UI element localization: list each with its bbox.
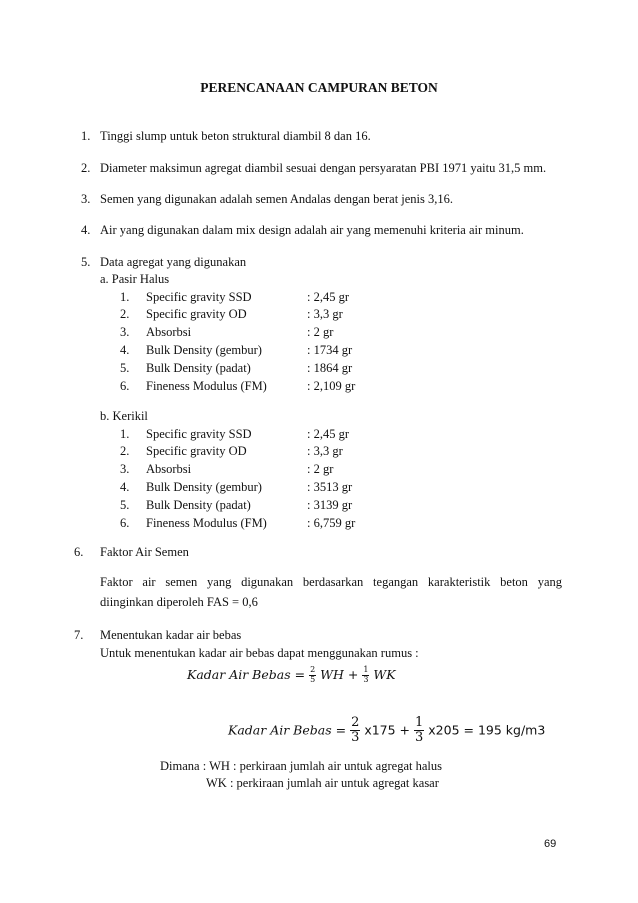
paragraph-line: Untuk menentukan kadar air bebas dapat menggunakan rumus : [100,646,419,660]
item-number: 3. [81,192,91,206]
property-label: Fineness Modulus (FM) [146,516,267,530]
property-label: Absorbsi [146,325,192,339]
property-value: : 2,109 gr [307,379,356,393]
list-number: 3. [120,462,130,476]
property-value: : 3,3 gr [307,444,343,458]
list-number: 3. [120,325,130,339]
page-title: PERENCANAAN CAMPURAN BETON [200,80,438,95]
item-number: 5. [81,255,91,269]
fraction [414,716,424,746]
item-text: Tinggi slump untuk beton struktural diambil 8 dan 16. [100,129,371,143]
property-value: : 2,45 gr [307,427,350,441]
list-number: 5. [120,361,130,375]
denominator: 3 [415,730,424,746]
list-number: 4. [120,343,130,357]
numerator: 2 [351,715,360,730]
property-label: Specific gravity SSD [146,290,252,304]
property-value: : 2 gr [307,325,334,339]
definition-line: WK : perkiraan jumlah air untuk agregat kasar [206,776,439,790]
list-number: 2. [120,307,130,321]
formula-computed [228,716,545,746]
property-value: : 2,45 gr [307,290,350,304]
property-value: : 2 gr [307,462,334,476]
denominator: 5 [310,674,316,684]
fraction [362,666,369,685]
formula-term: WH + [320,666,359,682]
property-value: : 3139 gr [307,498,353,512]
property-label: Specific gravity SSD [146,427,252,441]
formula-term: WK [373,666,396,682]
page-number: 69 [544,838,557,850]
property-value: : 3,3 gr [307,307,343,321]
property-label: Specific gravity OD [146,307,247,321]
numerator: 1 [415,715,424,730]
section-heading: Menentukan kadar air bebas [100,628,242,642]
item-number: 7. [74,628,84,642]
list-number: 2. [120,444,130,458]
property-label: Bulk Density (padat) [146,498,251,512]
numerator: 2 [310,665,316,674]
formula-lhs: Kadar Air Bebas = [187,666,306,682]
property-value: : 1864 gr [307,361,353,375]
item-text: Data agregat yang digunakan [100,255,247,269]
paragraph-line: diinginkan diperoleh FAS = 0,6 [100,595,258,609]
section-heading: Faktor Air Semen [100,545,189,559]
item-text: Diameter maksimun agregat diambil sesuai dengan persyaratan PBI 1971 yaitu 31,5 mm. [100,161,547,175]
property-value: : 6,759 gr [307,516,356,530]
item-number: 6. [74,545,84,559]
numerator: 1 [363,665,369,674]
property-label: Bulk Density (padat) [146,361,251,375]
property-value: : 1734 gr [307,343,353,357]
list-number: 4. [120,480,130,494]
list-number: 5. [120,498,130,512]
formula-term: x205 = 195 kg/m3 [428,722,546,738]
property-label: Bulk Density (gembur) [146,343,262,357]
aggregate-b-heading: b. Kerikil [100,409,148,423]
property-label: Bulk Density (gembur) [146,480,262,494]
item-number: 1. [81,129,91,143]
item-text: Air yang digunakan dalam mix design adalah air yang memenuhi kriteria air minum. [100,223,524,237]
item-text: Semen yang digunakan adalah semen Andalas dengan berat jenis 3,16. [100,192,454,206]
list-number: 6. [120,516,130,530]
list-number: 6. [120,379,130,393]
fraction [350,716,360,746]
list-number: 1. [120,427,130,441]
denominator: 3 [363,674,369,684]
formula-general [187,666,396,685]
definition-line: Dimana : WH : perkiraan jumlah air untuk agregat halus [160,759,442,773]
denominator: 3 [351,730,360,746]
item-number: 2. [81,161,91,175]
formula-term: x175 + [364,722,411,738]
list-number: 1. [120,290,130,304]
property-label: Specific gravity OD [146,444,247,458]
paragraph-line: Faktor air semen yang digunakan berdasarkan tegangan karakteristik beton yang [100,575,562,589]
property-label: Absorbsi [146,462,192,476]
property-value: : 3513 gr [307,480,353,494]
item-number: 4. [81,223,91,237]
fraction [309,666,316,685]
aggregate-a-heading: a. Pasir Halus [100,272,170,286]
property-label: Fineness Modulus (FM) [146,379,267,393]
formula-lhs: Kadar Air Bebas = [228,722,347,738]
